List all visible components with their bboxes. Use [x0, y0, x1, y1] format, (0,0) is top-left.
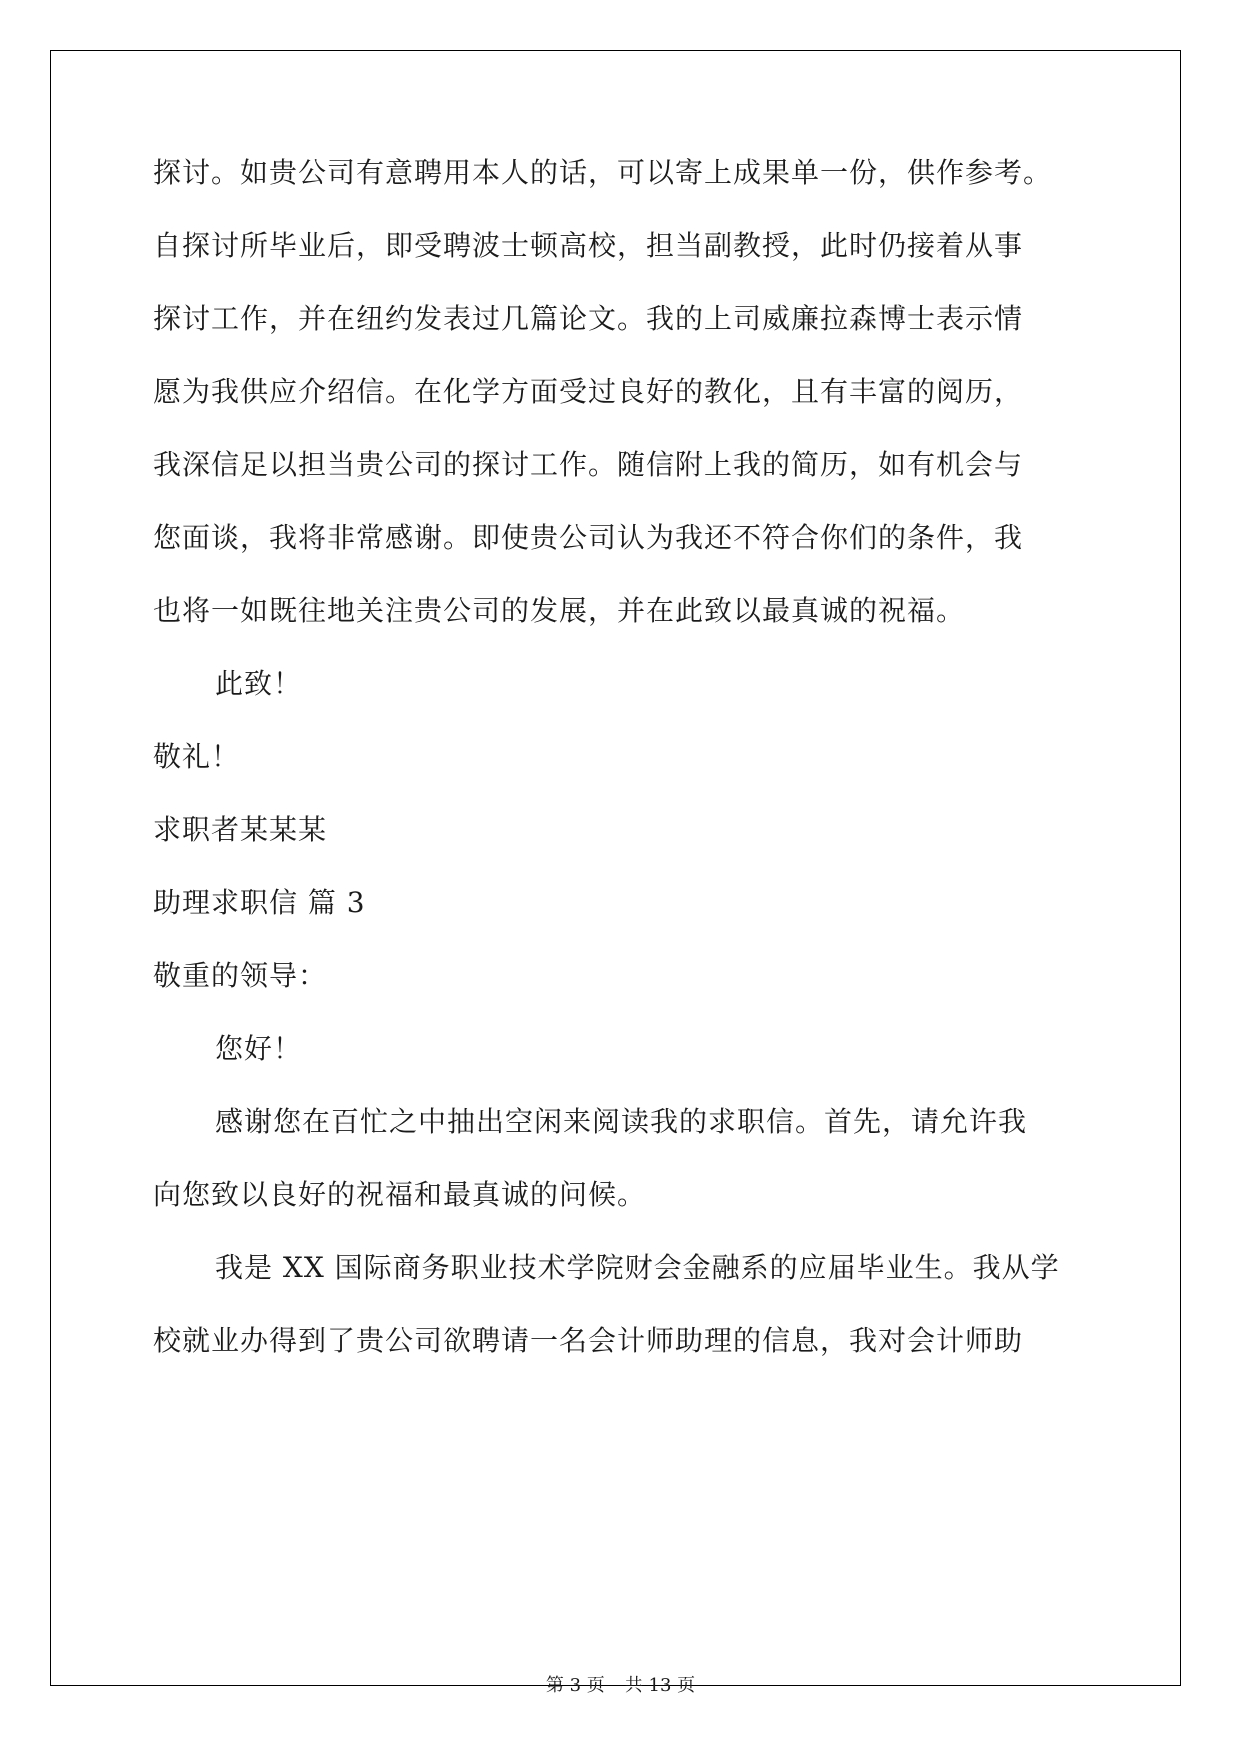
section-heading: 助理求职信 篇 3 [153, 886, 366, 919]
body-line: 校就业办得到了贵公司欲聘请一名会计师助理的信息，我对会计师助 [153, 1324, 1024, 1357]
body-line: 感谢您在百忙之中抽出空闲来阅读我的求职信。首先，请允许我 [215, 1105, 1028, 1138]
page-footer [0, 1674, 1241, 1698]
body-line: 探讨工作，并在纽约发表过几篇论文。我的上司威廉拉森博士表示情 [153, 302, 1024, 335]
body-line: 愿为我供应介绍信。在化学方面受过良好的教化，且有丰富的阅历， [153, 375, 1024, 408]
page-border [50, 50, 1181, 1686]
greeting-line: 敬重的领导： [153, 959, 328, 992]
page-total: 共 13 页 [624, 1675, 696, 1696]
body-line: 我是 XX 国际商务职业技术学院财会金融系的应届毕业生。我从学 [215, 1251, 1060, 1284]
body-line: 探讨。如贵公司有意聘用本人的话，可以寄上成果单一份，供作参考。 [153, 156, 1053, 189]
closing-regards: 敬礼！ [153, 740, 241, 773]
signature-line: 求职者某某某 [153, 813, 328, 846]
body-line: 自探讨所毕业后，即受聘波士顿高校，担当副教授，此时仍接着从事 [153, 229, 1024, 262]
body-line: 我深信足以担当贵公司的探讨工作。随信附上我的简历，如有机会与 [153, 448, 1024, 481]
page-number: 第 3 页 [545, 1675, 605, 1696]
body-line: 向您致以良好的祝福和最真诚的问候。 [153, 1178, 647, 1211]
closing-salutation: 此致！ [215, 667, 303, 700]
body-line: 您面谈，我将非常感谢。即使贵公司认为我还不符合你们的条件，我 [153, 521, 1024, 554]
body-line: 也将一如既往地关注贵公司的发展，并在此致以最真诚的祝福。 [153, 594, 966, 627]
greeting-hello: 您好！ [215, 1032, 303, 1065]
